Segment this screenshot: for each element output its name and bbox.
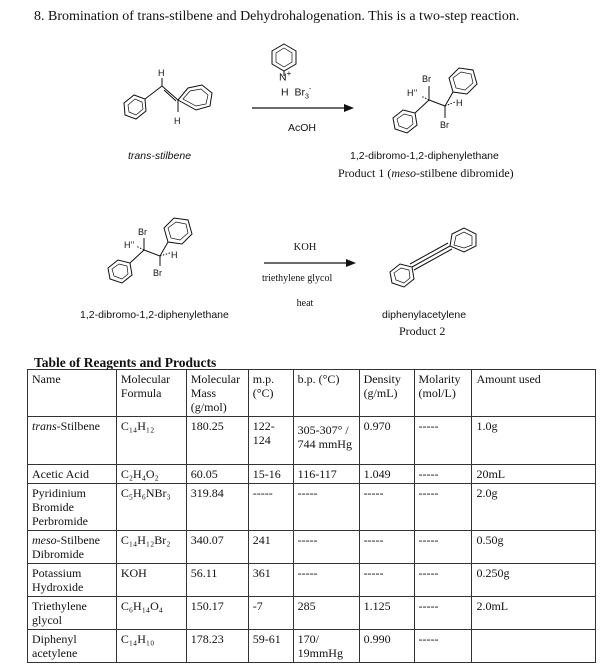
cell-mp: 15-16 bbox=[248, 465, 293, 484]
cell-bp: ----- bbox=[293, 564, 359, 597]
br3-sub: 3 bbox=[304, 93, 309, 101]
header-molarity: Molarity (mol/L) bbox=[414, 370, 472, 417]
cell-bp: 305-307° / 744 mmHg bbox=[293, 417, 359, 465]
header-name: Name bbox=[28, 370, 117, 417]
cell-name: Triethylene glycol bbox=[28, 597, 117, 630]
cell-bp: 285 bbox=[293, 597, 359, 630]
table-row bbox=[28, 484, 596, 531]
trans-stilbene-structure bbox=[112, 68, 232, 138]
table-row bbox=[28, 417, 596, 465]
cell-mass: 178.23 bbox=[186, 630, 248, 663]
s2-h-right: H bbox=[171, 250, 178, 260]
cell-name: Diphenyl acetylene bbox=[28, 630, 117, 663]
table-row bbox=[28, 564, 596, 597]
cell-formula: KOH bbox=[116, 564, 186, 597]
cell-amount: 0.50g bbox=[472, 531, 596, 564]
cell-formula: C₁₄H₁₂Br₂ bbox=[116, 531, 186, 564]
cell-mp: 59-61 bbox=[248, 630, 293, 663]
cell-mass: 340.07 bbox=[186, 531, 248, 564]
cell-name: Acetic Acid bbox=[28, 465, 117, 484]
stilbene-h-top: H bbox=[158, 68, 165, 78]
cell-amount: 20mL bbox=[472, 465, 596, 484]
s2-br-top: Br bbox=[138, 227, 147, 237]
cell-mp: ----- bbox=[248, 484, 293, 531]
trans-stilbene-name: trans-stilbene bbox=[128, 150, 192, 162]
table-title: Table of Reagents and Products bbox=[34, 355, 217, 370]
cell-mass: 150.17 bbox=[186, 597, 248, 630]
dibromide-structure-1 bbox=[385, 66, 505, 156]
table-row bbox=[28, 531, 596, 564]
cell-density: ----- bbox=[359, 484, 414, 531]
dibromide-name: 1,2-dibromo-1,2-diphenylethane bbox=[80, 309, 229, 321]
cell-bp: 116-117 bbox=[293, 465, 359, 484]
cell-amount: 2.0mL bbox=[472, 597, 596, 630]
p1-h-right: H bbox=[456, 98, 463, 108]
cell-density: ----- bbox=[359, 564, 414, 597]
cell-amount: 2.0g bbox=[472, 484, 596, 531]
cell-density: ----- bbox=[359, 531, 414, 564]
cell-name: trans-Stilbene bbox=[28, 417, 117, 465]
cell-formula: C₅H₆NBr₃ bbox=[116, 484, 186, 531]
p1-br-bottom: Br bbox=[440, 120, 449, 130]
reaction-arrow-2 bbox=[264, 258, 358, 268]
condition-heat: heat bbox=[296, 298, 314, 309]
cell-mass: 180.25 bbox=[186, 417, 248, 465]
question-title: 8. Bromination of trans-stilbene and Dehydrohalogenation. This is a two-step reaction. bbox=[34, 9, 520, 24]
s2-h-left: H’’ bbox=[124, 240, 135, 250]
cell-molarity: ----- bbox=[414, 630, 472, 663]
p1-h-left: H’’ bbox=[407, 88, 418, 98]
cell-bp: ----- bbox=[293, 531, 359, 564]
s2-br-bottom: Br bbox=[153, 268, 162, 278]
cell-molarity: ----- bbox=[414, 465, 472, 484]
cell-density: 0.990 bbox=[359, 630, 414, 663]
cell-formula: C₁₄H₁₀ bbox=[116, 630, 186, 663]
product1-name: 1,2-dibromo-1,2-diphenylethane bbox=[350, 150, 499, 162]
table-header-row bbox=[28, 370, 596, 417]
cell-bp: ----- bbox=[293, 484, 359, 531]
reaction-arrow-1 bbox=[252, 103, 356, 113]
diphenylacetylene-structure bbox=[382, 222, 502, 298]
solvent-triethylene-glycol: triethylene glycol bbox=[262, 273, 333, 284]
cell-density: 1.125 bbox=[359, 597, 414, 630]
cell-mp: 241 bbox=[248, 531, 293, 564]
cell-molarity: ----- bbox=[414, 564, 472, 597]
header-mp: m.p. (°C) bbox=[248, 370, 293, 417]
dibromide-structure-2 bbox=[100, 216, 220, 306]
cell-name: Potassium Hydroxide bbox=[28, 564, 117, 597]
table-row bbox=[28, 630, 596, 663]
pyridinium-hbr3 bbox=[281, 86, 311, 101]
cell-molarity: ----- bbox=[414, 531, 472, 564]
cell-mass: 319.84 bbox=[186, 484, 248, 531]
cell-mp: -7 bbox=[248, 597, 293, 630]
p1-br-top: Br bbox=[422, 74, 431, 84]
product2-label: Product 2 bbox=[399, 324, 446, 338]
cell-formula: C₁₄H₁₂ bbox=[116, 417, 186, 465]
header-formula: Molecular Formula bbox=[116, 370, 186, 417]
reagents-table bbox=[27, 369, 596, 663]
cell-formula: C₆H₁₄O₄ bbox=[116, 597, 186, 630]
product1-label-start: Product 1 ( bbox=[338, 166, 392, 180]
reagent-koh: KOH bbox=[293, 242, 317, 253]
header-mass: Molecular Mass (g/mol) bbox=[186, 370, 248, 417]
cell-amount: 1.0g bbox=[472, 417, 596, 465]
cell-name: meso-Stilbene Dibromide bbox=[28, 531, 117, 564]
product1-label bbox=[338, 166, 514, 181]
cell-mp: 122-124 bbox=[248, 417, 293, 465]
cell-molarity: ----- bbox=[414, 484, 472, 531]
stereo-prefix: trans bbox=[32, 419, 57, 433]
pyridinium-h: H bbox=[281, 86, 289, 99]
header-bp: b.p. (°C) bbox=[293, 370, 359, 417]
diphenylacetylene-name: diphenylacetylene bbox=[382, 309, 467, 321]
cell-molarity: ----- bbox=[414, 597, 472, 630]
cell-mass: 56.11 bbox=[186, 564, 248, 597]
table-row bbox=[28, 597, 596, 630]
br3-label: Br bbox=[294, 86, 305, 99]
cell-amount: 0.250g bbox=[472, 564, 596, 597]
solvent-acoh: AcOH bbox=[288, 122, 317, 134]
header-density: Density (g/mL) bbox=[359, 370, 414, 417]
cell-density: 1.049 bbox=[359, 465, 414, 484]
cell-formula: C₂H₄O₂ bbox=[116, 465, 186, 484]
table-row bbox=[28, 465, 596, 484]
cell-amount bbox=[472, 630, 596, 663]
pyridinium-plus: + bbox=[286, 69, 292, 78]
cell-density: 0.970 bbox=[359, 417, 414, 465]
pyridinium-n-label: N bbox=[279, 71, 287, 84]
stilbene-h-bottom: H bbox=[174, 116, 181, 126]
br3-sup: - bbox=[308, 86, 312, 93]
header-amount: Amount used bbox=[472, 370, 596, 417]
cell-mp: 361 bbox=[248, 564, 293, 597]
cell-molarity: ----- bbox=[414, 417, 472, 465]
pyridinium-n bbox=[279, 69, 291, 84]
product1-label-meso: meso bbox=[391, 166, 416, 180]
product1-label-end: -stilbene dibromide) bbox=[416, 166, 514, 180]
cell-bp: 170/ 19mmHg bbox=[293, 630, 359, 663]
cell-mass: 60.05 bbox=[186, 465, 248, 484]
cell-name: Pyridinium Bromide Perbromide bbox=[28, 484, 117, 531]
stereo-prefix: meso bbox=[32, 533, 57, 547]
